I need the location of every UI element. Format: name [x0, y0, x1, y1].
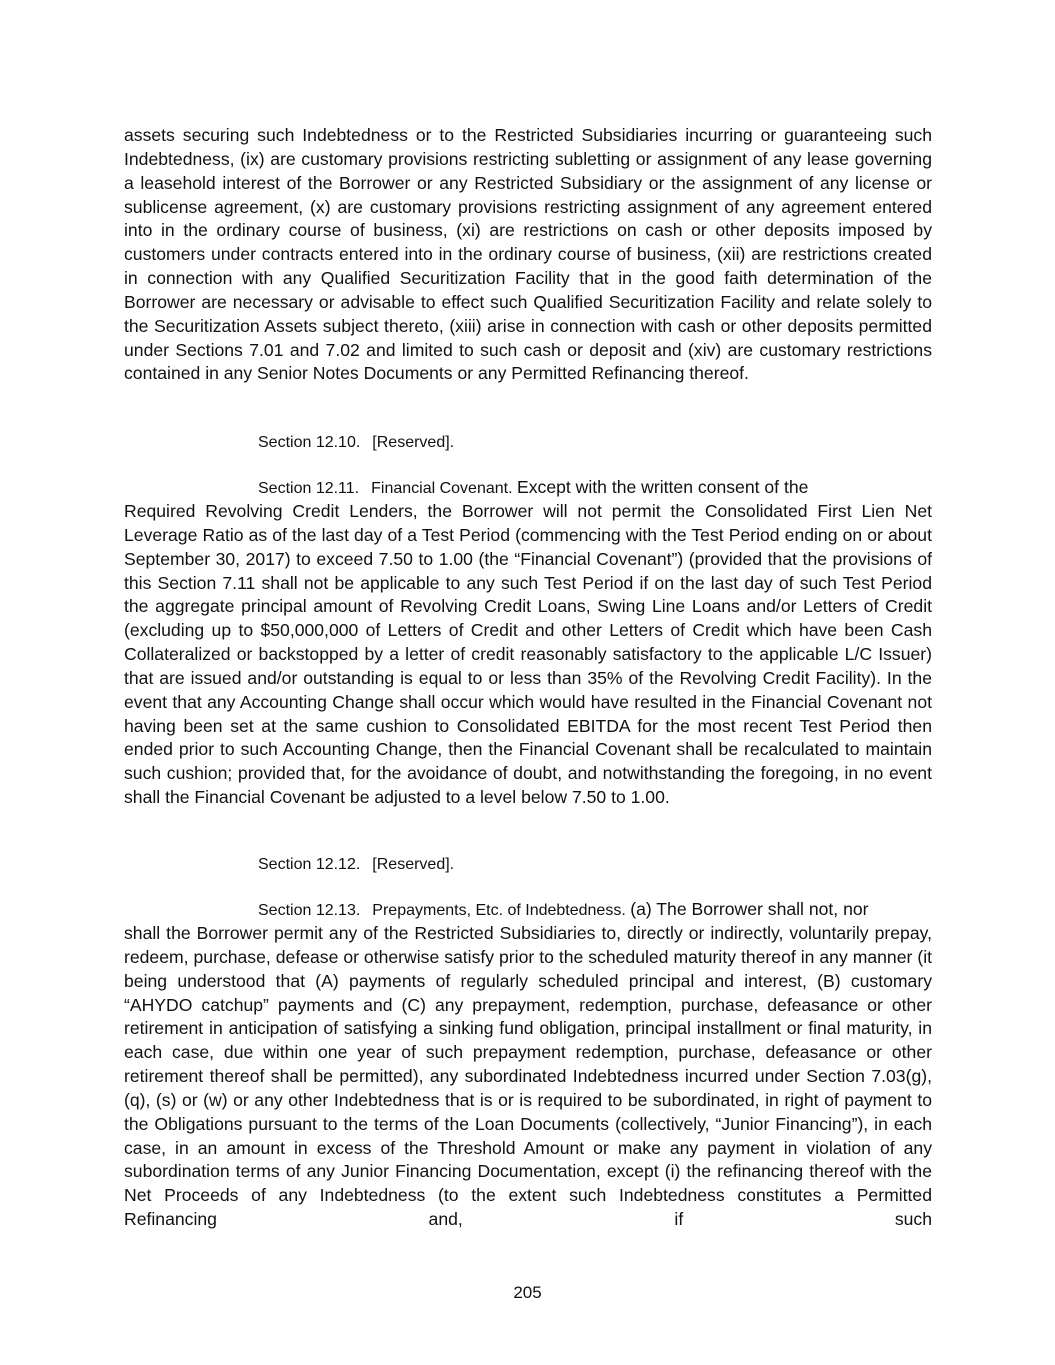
- continuation-paragraph: assets securing such Indebtedness or to the Restricted Subsidiaries incurring or guaranteeing such Indebtedness, (ix) are customary provisions restricting subletting or assignment of any lease governing a leasehold interest of the Borrower or any Restricted Subsidiary or the assignment of any license or sublicense agreement, (x) are customary provisions restricting assignment of any agreement entered into in the ordinary course of business, (xi) are restrictions on cash or other deposits imposed by customers under contracts entered into in the ordinary course of business, (xii) are restrictions created in connection with any Qualified Securitization Facility that in the good faith determination of the Borrower are necessary or advisable to effect such Qualified Securitization Facility and relate solely to the Securitization Assets subject thereto, (xiii) arise in connection with cash or other deposits permitted under Sections 7.01 and 7.02 and limited to such cash or deposit and (xiv) are customary restrictions contained in any Senior Notes Documents or any Permitted Refinancing thereof.: [124, 125, 932, 384]
- section-12-13-heading: [258, 898, 869, 923]
- page-number: 205: [513, 1283, 542, 1302]
- section-12-13-body: shall the Borrower permit any of the Restricted Subsidiaries to, directly or indirectly, voluntarily prepay, redeem, purchase, defease or otherwise satisfy prior to the scheduled maturity thereof in any manner (it being understood that (A) payments of regularly scheduled principal and interest, (B) customary “AHYDO catchup” payments and (C) any prepayment, redemption, purchase, defeasance or other retirement in anticipation of satisfying a sinking fund obligation, principal installment or final maturity, in each case, due within one year of such prepayment redemption, purchase, defeasance or other retirement thereof shall be permitted), any subordinated Indebtedness incurred under Section 7.03(g), (q), (s) or (w) or any other Indebtedness that is or is required to be subordinated, in right of payment to the Obligations pursuant to the terms of the Loan Documents (collectively, “Junior Financing”), in each case, in an amount in excess of the Threshold Amount or make any payment in violation of any subordination terms of any Junior Financing Documentation, except (i) the refinancing thereof with the Net Proceeds of any Indebtedness (to the extent such Indebtedness constitutes a Permitted Refinancing and, if such: [124, 923, 932, 1230]
- section-title: [Reserved].: [372, 856, 455, 873]
- section-12-11-body: Required Revolving Credit Lenders, the Borrower will not permit the Consolidated First Lien Net Leverage Ratio as of the last day of a Test Period (commencing with the Test Period ending on or about September 30, 2017) to exceed 7.50 to 1.00 (the “Financial Covenant”) (provided that the provisions of this Section 7.11 shall not be applicable to any such Test Period if on the last day of such Test Period the aggregate principal amount of Revolving Credit Loans, Swing Line Loans and/or Letters of Credit (excluding up to $50,000,000 of Letters of Credit and other Letters of Credit which have been Cash Collateralized or backstopped by a letter of credit reasonably satisfactory to the applicable L/C Issuer) that are issued and/or outstanding is equal to or less than 35% of the Revolving Credit Facility). In the event that any Accounting Change shall occur which would have resulted in the Financial Covenant not having been set at the same cushion to Consolidated EBITDA for the most recent Test Period then ended prior to such Accounting Change, then the Financial Covenant shall be recalculated to maintain such cushion; provided that, for the avoidance of doubt, and notwithstanding the foregoing, in no event shall the Financial Covenant be adjusted to a level below 7.50 to 1.00.: [124, 501, 932, 808]
- section-title: Prepayments, Etc. of Indebtedness.: [372, 902, 626, 919]
- section-lead-text: (a) The Borrower shall not, nor: [630, 899, 869, 919]
- section-12-11-heading: [258, 476, 808, 501]
- section-lead-text: Except with the written consent of the: [516, 477, 809, 497]
- section-number: Section 12.10.: [258, 434, 361, 451]
- section-title: [Reserved].: [372, 434, 455, 451]
- section-number: Section 12.12.: [258, 856, 361, 873]
- section-12-10-heading: [258, 431, 454, 455]
- section-number: Section 12.13.: [258, 902, 361, 919]
- section-number: Section 12.11.: [258, 480, 360, 497]
- section-title: Financial Covenant.: [371, 480, 513, 497]
- section-12-12-heading: [258, 853, 454, 877]
